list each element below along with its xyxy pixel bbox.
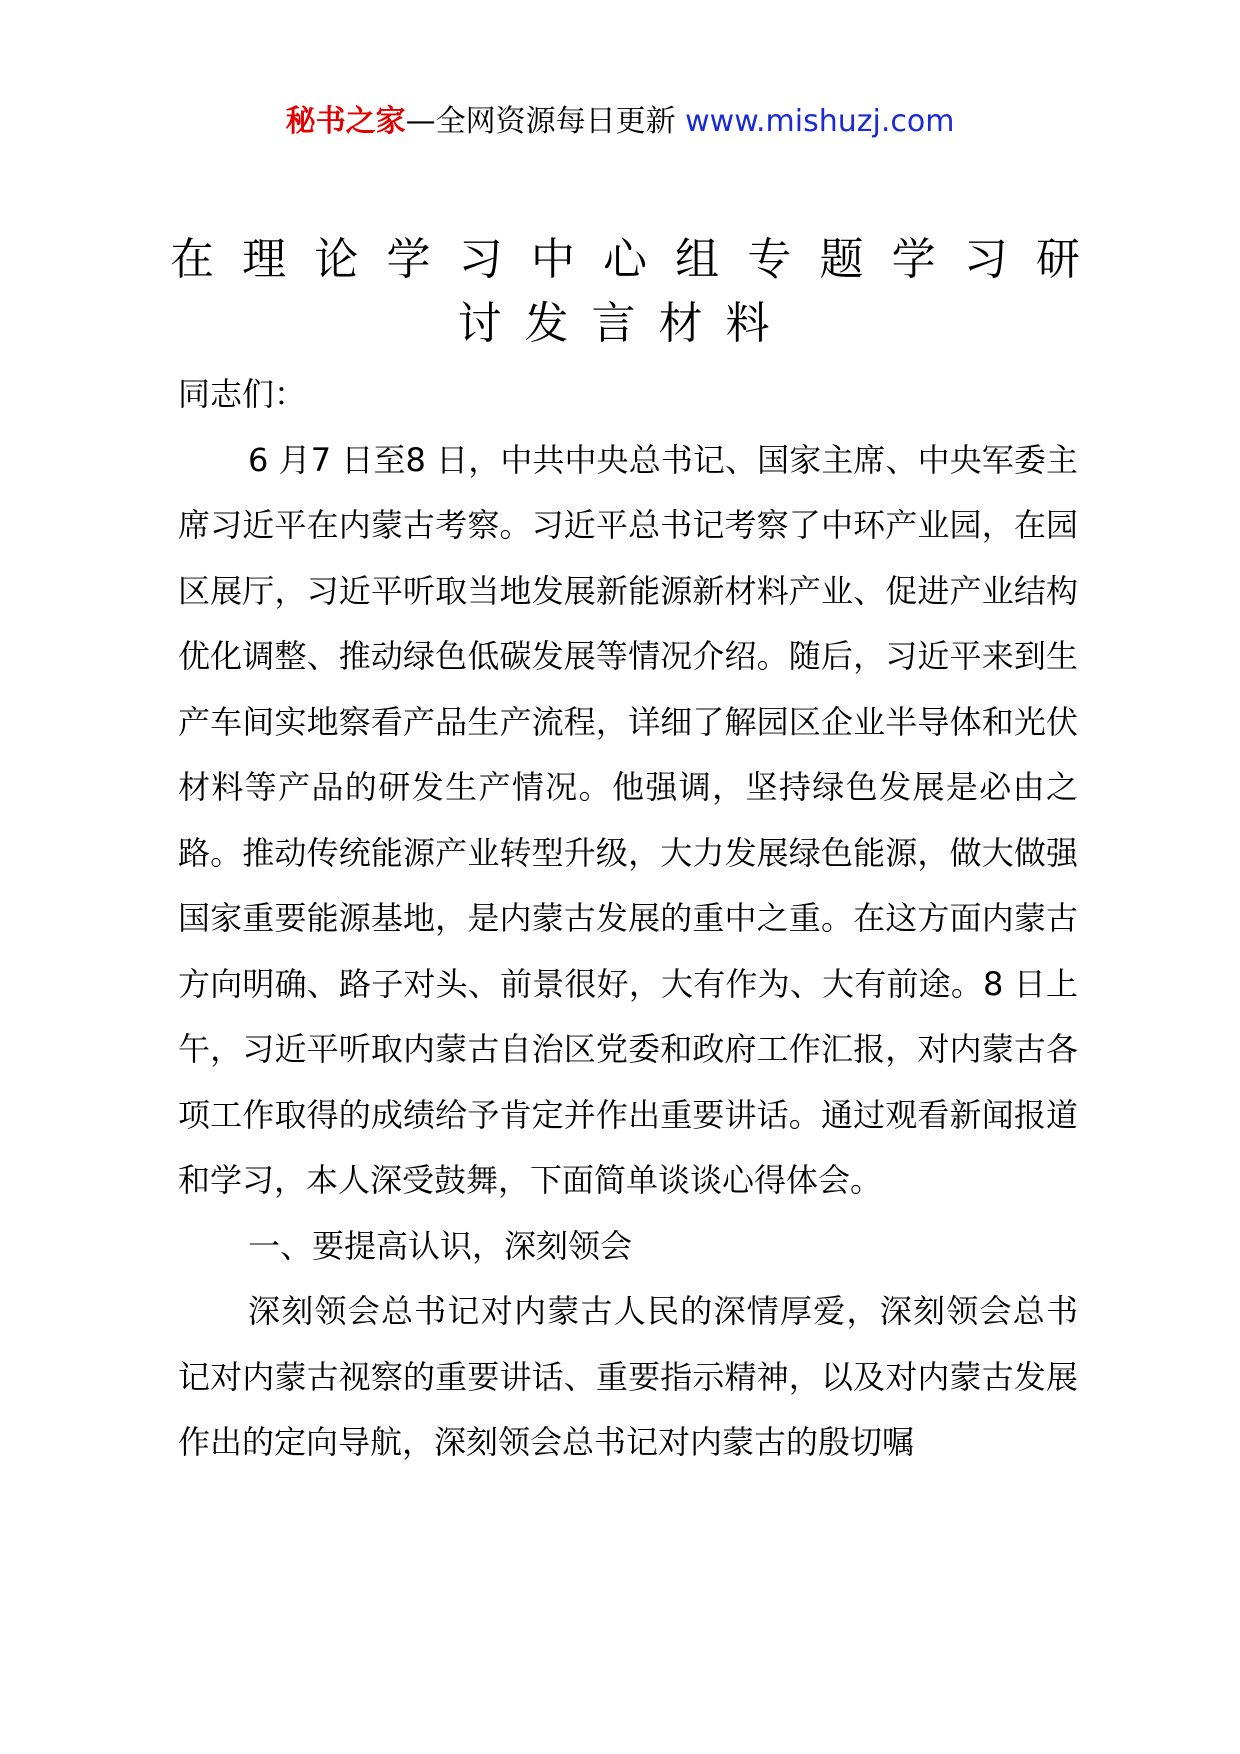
site-url: www.mishuzj.com bbox=[685, 104, 955, 139]
document-title bbox=[170, 228, 1080, 356]
salutation: 同志们： bbox=[178, 375, 307, 413]
site-slogan: —全网资源每日更新 bbox=[405, 104, 686, 139]
paragraph-1: 6 月7 日至8 日，中共中央总书记、国家主席、中央军委主席习近平在内蒙古考察。习近平总书记考察了中环产业园，在园区展厅，习近平听取当地发展新能源新材料产业、促进产业结构优化调整、推动绿色低碳发展等情况介绍。随后，习近平来到生产车间实地察看产品生产流程，详细了解园区企业半导体和光伏材料等产品的研发生产情况。他强调，坚持绿色发展是必由之路。推动传统能源产业转型升级，大力发展绿色能源，做大做强国家重要能源基地，是内蒙古发展的重中之重。在这方面内蒙古方向明确、路子对头、前景很好，大有作为、大有前途。8 日上午，习近平听取内蒙古自治区党委和政府工作汇报，对内蒙古各项工作取得的成绩给予肯定并作出重要讲话。通过观看新闻报道和学习，本人深受鼓舞，下面简单谈谈心得体会。 bbox=[178, 440, 1078, 1199]
section-heading-1: 一、要提高认识，深刻领会 bbox=[248, 1226, 633, 1265]
title-line-1: 在理论学习中心组专题学习研 bbox=[170, 234, 1080, 285]
document-body bbox=[178, 362, 1078, 1476]
title-line-2: 讨发言材料 bbox=[457, 298, 793, 349]
site-brand: 秘书之家 bbox=[285, 104, 406, 139]
paragraph-2: 深刻领会总书记对内蒙古人民的深情厚爱，深刻领会总书记对内蒙古视察的重要讲话、重要指示精神，以及对内蒙古发展作出的定向导航，深刻领会总书记对内蒙古的殷切嘱 bbox=[178, 1292, 1078, 1461]
site-watermark-header bbox=[0, 100, 1240, 144]
